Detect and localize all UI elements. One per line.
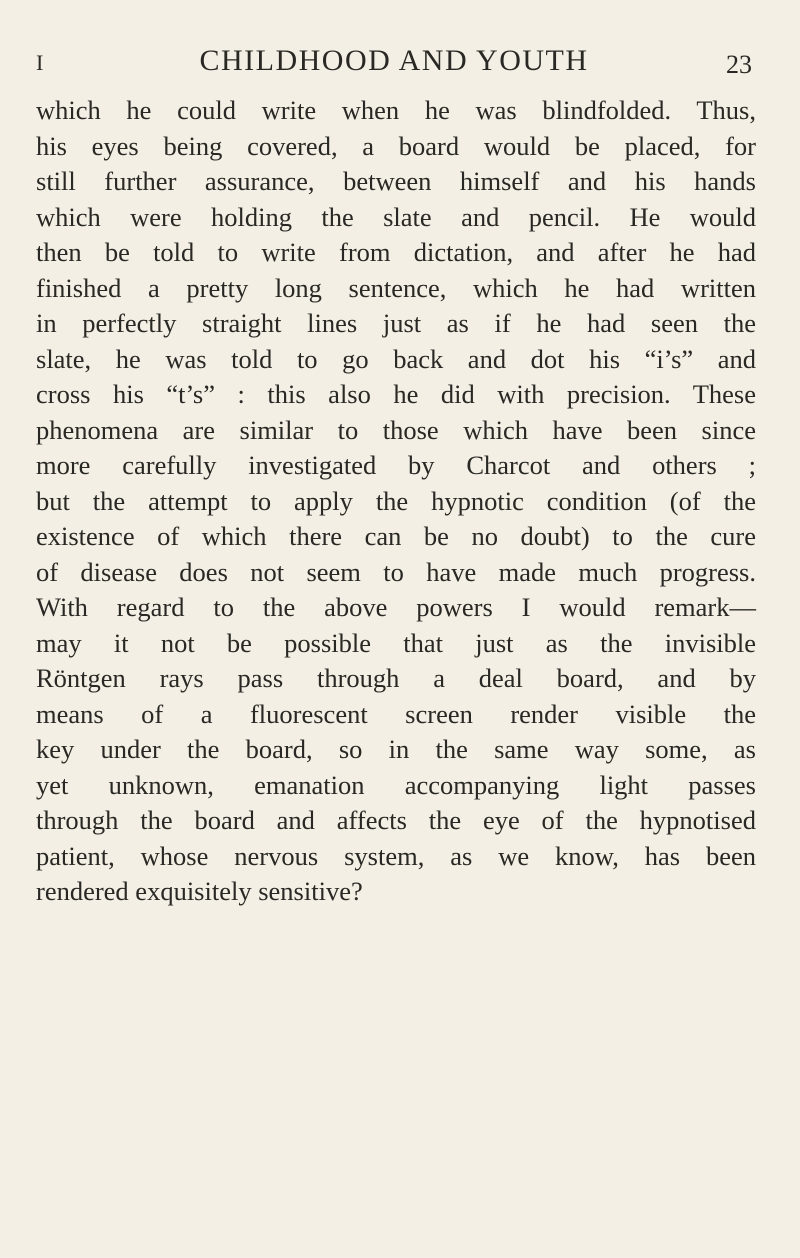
text-line: but the attempt to apply the hypnotic condition (of the (36, 485, 756, 516)
body-paragraph (36, 93, 756, 910)
text-line: his eyes being covered, a board would be placed, for (36, 130, 756, 161)
text-line: cross his “t’s” : this also he did with precision. These (36, 379, 756, 409)
running-title: CHILDHOOD AND YOUTH (199, 44, 589, 77)
text-line: Röntgen rays pass through a deal board, and by (36, 663, 756, 693)
text-line: may it not be possible that just as the invisible (36, 627, 756, 658)
text-line: With regard to the above powers I would remark— (36, 592, 756, 622)
chapter-numeral: I (36, 50, 45, 75)
text-line: finished a pretty long sentence, which he had written (36, 272, 756, 303)
text-line: slate, he was told to go back and dot his “i’s” and (36, 343, 756, 374)
text-line: of disease does not seem to have made much progress. (36, 556, 756, 587)
text-line: yet unknown, emanation accompanying light passes (36, 769, 756, 800)
text-line: key under the board, so in the same way some, as (36, 734, 756, 764)
text-line: phenomena are similar to those which have been since (36, 414, 756, 445)
page-number: 23 (726, 50, 752, 79)
text-line: rendered exquisitely sensitive? (36, 876, 363, 906)
text-line: in perfectly straight lines just as if he had seen the (36, 308, 756, 338)
text-line: still further assurance, between himself and his hands (36, 166, 756, 196)
text-line: more carefully investigated by Charcot and others ; (36, 450, 756, 480)
text-line: which he could write when he was blindfolded. Thus, (36, 95, 756, 125)
text-line: which were holding the slate and pencil. He would (36, 201, 756, 232)
text-line: existence of which there can be no doubt) to the cure (36, 521, 756, 551)
text-line: through the board and affects the eye of the hypnotised (36, 805, 756, 835)
text-line: means of a fluorescent screen render visible the (36, 698, 756, 729)
text-line: then be told to write from dictation, and after he had (36, 237, 756, 267)
text-line: patient, whose nervous system, as we know, has been (36, 840, 756, 871)
running-head (36, 44, 752, 84)
